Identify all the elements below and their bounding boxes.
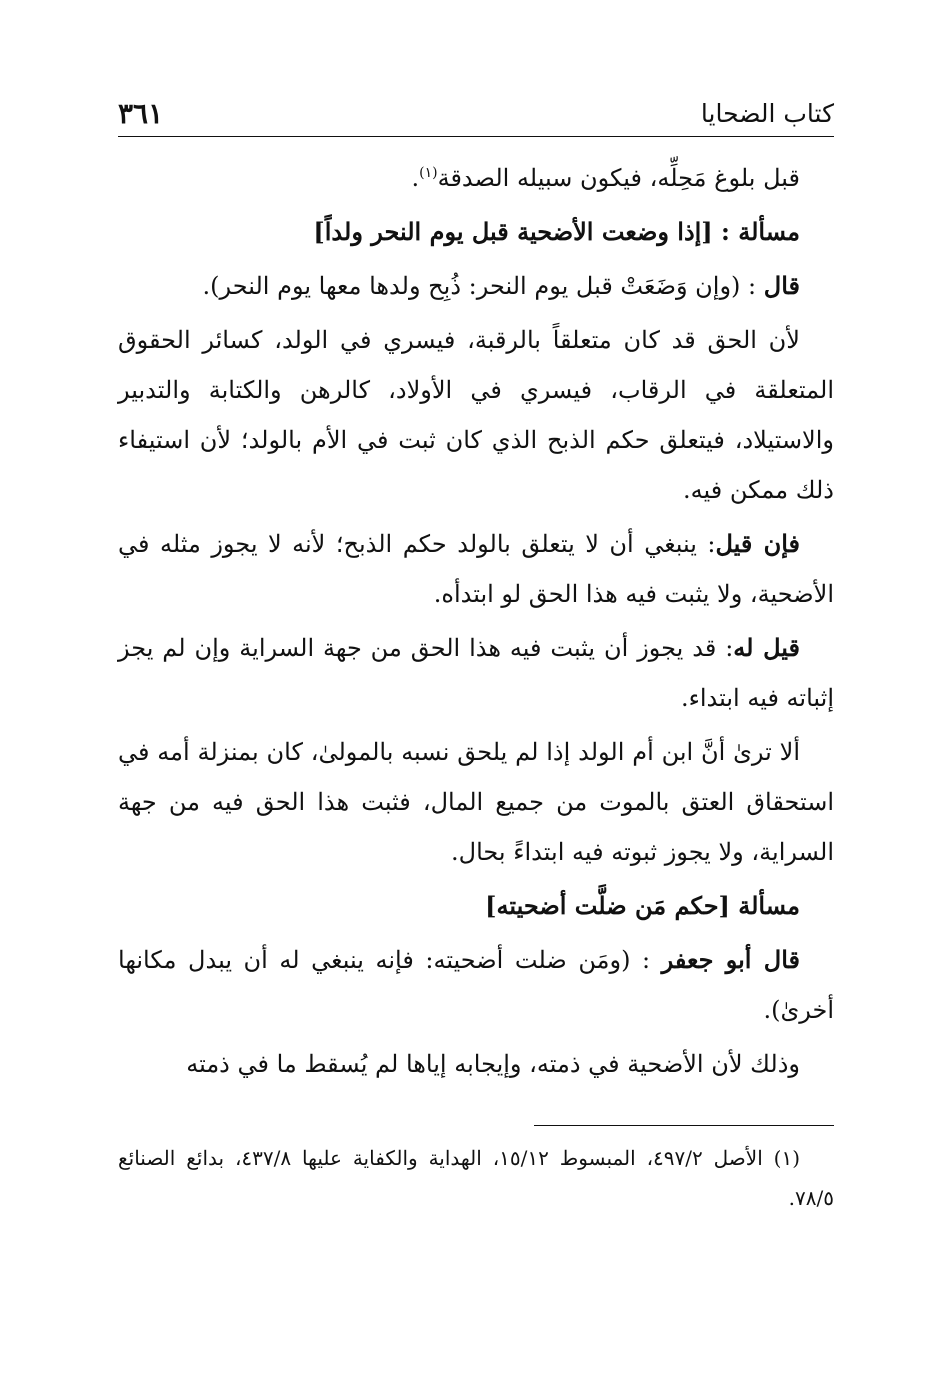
page-number: ٣٦١: [118, 97, 164, 130]
paragraph-5: قيل له: قد يجوز أن يثبت فيه هذا الحق من جهة السراية وإن لم يجز إثباته فيه ابتداء.: [118, 633, 834, 712]
paragraph-3: لأن الحق قد كان متعلقاً بالرقبة، فيسري في الولد، كسائر الحقوق المتعلقة في الرقاب، فيسري في الأولاد، كالرهن والكتابة والتدبير والاستيلاد، فيتعلق حكم الذبح الذي كان ثبت في الأم بالولد؛ لأن استيفاء ذلك ممكن فيه.: [118, 326, 834, 504]
paragraph-6: ألا ترىٰ أنَّ ابن أم الولد إذا لم يلحق نسبه بالمولىٰ، كان بمنزلة أمه في استحقاق العتق بالموت من جميع المال، فثبت هذا الحق فيه من جهة السراية، ولا يجوز ثبوته فيه ابتداءً بحال.: [118, 738, 834, 866]
issue-heading-1: مسألة : [إذا وضعت الأضحية قبل يوم النحر ولداً]: [313, 217, 800, 246]
paragraph-8: وذلك لأن الأضحية في ذمته، وإيجابه إياها لم يُسقط ما في ذمته: [186, 1050, 800, 1078]
running-header: [118, 78, 834, 137]
page-body: [118, 153, 834, 1089]
footnote-1: (١) الأصل ٤٩٧/٢، المبسوط ١٥/١٢، الهداية والكفاية عليها ٤٣٧/٨، بدائع الصنائع ٧٨/٥.: [118, 1146, 834, 1210]
issue-heading-2: مسألة [حكم مَن ضلَّت أضحيته]: [485, 891, 800, 920]
paragraph-7: قال أبو جعفر : (ومَن ضلت أضحيته: فإنه ينبغي له أن يبدل مكانها أخرىٰ).: [118, 945, 834, 1024]
paragraph-2: قال : (وإن وَضَعَتْ قبل يوم النحر: ذُبِح ولدها معها يوم النحر).: [202, 271, 800, 300]
footnote-marker[interactable]: (١): [419, 165, 438, 181]
lead-word: قيل له: [733, 633, 800, 662]
footnote-divider: [534, 1125, 834, 1126]
lead-word: قال أبو جعفر: [661, 945, 800, 974]
paragraph-1: قبل بلوغ مَحِلِّه، فيكون سبيله الصدقة$^{(١)}$.: [411, 164, 800, 192]
lead-word: قال: [763, 271, 800, 300]
footnotes: [118, 1138, 834, 1218]
chapter-title: كتاب الضحايا: [700, 99, 834, 128]
paragraph-4: فإن قيل: ينبغي أن لا يتعلق بالولد حكم الذبح؛ لأنه لا يجوز مثله في الأضحية، ولا يثبت فيه هذا الحق لو ابتدأه.: [118, 529, 834, 608]
lead-word: فإن قيل: [715, 529, 801, 558]
book-page: [118, 78, 834, 1218]
